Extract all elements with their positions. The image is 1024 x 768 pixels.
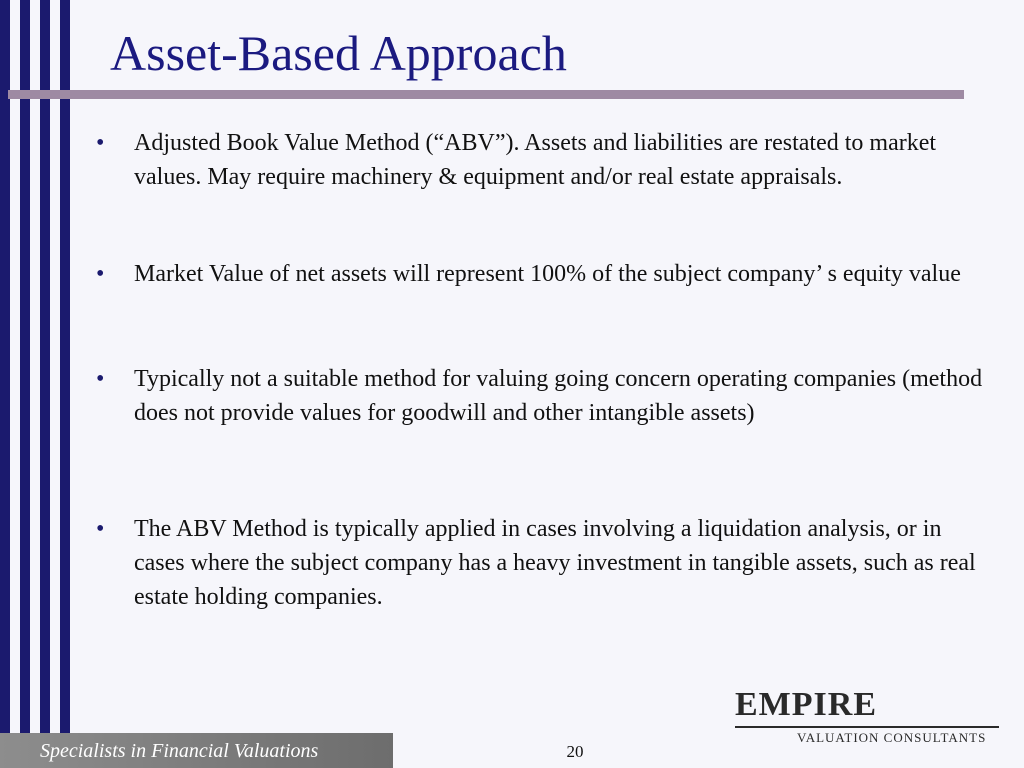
title-rule [8,90,964,99]
bullet-text: Adjusted Book Value Method (“ABV”). Assets and liabilities are restated to market values. May require machinery & equipment and/or real estate appraisals. [134,130,937,190]
logo-rule [735,726,999,728]
stripe [40,0,50,768]
bullet-text: Market Value of net assets will represent 100% of the subject company’ s equity value [134,261,961,287]
stripe [20,0,30,768]
company-logo [735,686,1001,746]
bullet-text: Typically not a suitable method for valuing going concern operating companies (method does not provide values for goodwill and other intangible assets) [134,366,983,426]
bullet-text: The ABV Method is typically applied in cases involving a liquidation analysis, or in cases where the subject company has a heavy investment in tangible assets, such as real estate holding companies. [134,516,976,610]
stripe [0,0,10,768]
tagline-text: Specialists in Financial Valuations [40,740,319,762]
logo-sub-text: VALUATION CONSULTANTS [797,730,987,745]
bullet-marker: • [96,130,105,156]
slide-title: Asset-Based Approach [110,25,567,81]
tagline-bar [0,733,393,768]
left-stripes-decoration [0,0,80,768]
bullet-marker: • [96,366,105,392]
bullet-marker: • [96,516,105,542]
bullet-marker: • [96,261,105,287]
logo-main-text: EMPIRE [735,686,877,723]
page-number: 20 [566,742,584,761]
stripe [60,0,70,768]
